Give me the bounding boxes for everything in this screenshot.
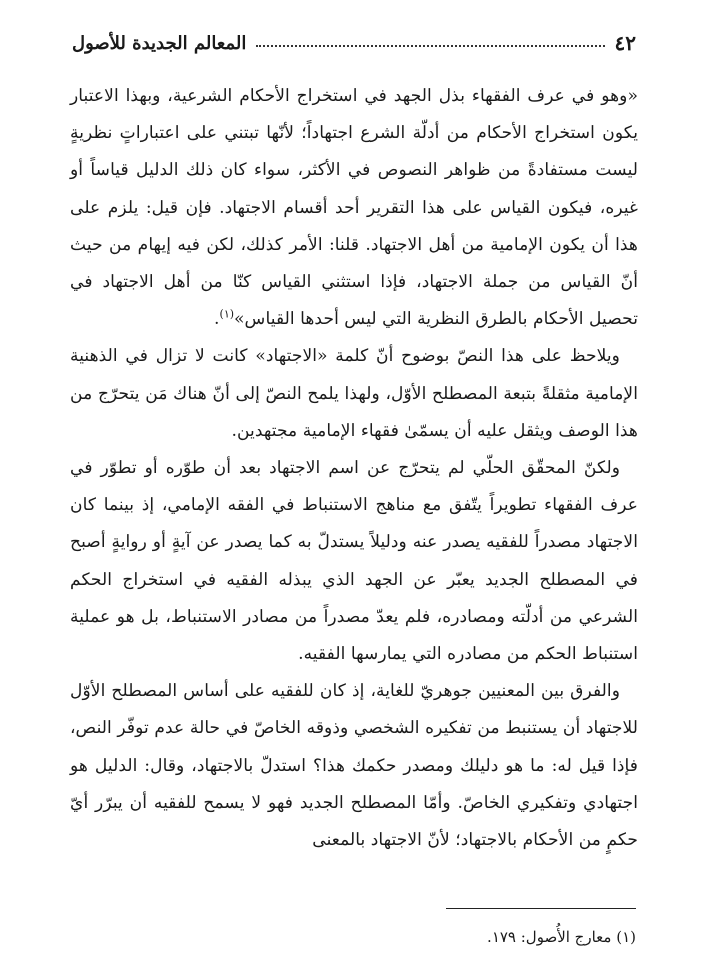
footnote-separator bbox=[446, 908, 636, 909]
paragraph-text: «وهو في عرف الفقهاء بذل الجهد في استخراج الأحكام الشرعية، وبهذا الاعتبار يكون استخراج الأحكام من أدلّة الشرع اجتهاداً؛ لأنّها تبتني على اعتباراتٍ نظريةٍ ليست مستفادةً من ظواهر النصوص في الأكثر، سواء كان ذلك الدليل قياساً أو غيره، فيكون القياس على هذا التقرير أحد أقسام الاجتهاد. فإن قيل: يلزم على هذا أن يكون الإمامية من أهل الاجتهاد. قلنا: الأمر كذلك، لكن فيه إيهام من حيث أنّ القياس من جملة الاجتهاد، فإذا استثني القياس كنّا من أهل الاجتهاد في تحصيل الأحكام بالطرق النظرية التي ليس أحدها القياس» bbox=[70, 86, 638, 330]
paragraph-tail: . bbox=[214, 309, 220, 330]
footnote-ref[interactable]: (١) bbox=[219, 307, 235, 321]
page-number: ٤٢ bbox=[614, 31, 636, 55]
paragraph: ويلاحظ على هذا النصّ بوضوح أنّ كلمة «الاجتهاد» كانت لا تزال في الذهنية الإمامية مثقلةً بتبعة المصطلح الأوّل، ولهذا يلمح النصّ إلى أنّ هناك مَن يتحرّج من هذا الوصف ويثقل عليه أن يسمّىٰ فقهاء الإمامية مجتهدين. bbox=[70, 346, 638, 441]
running-header bbox=[72, 28, 636, 58]
header-leader-dots bbox=[256, 45, 604, 47]
footnote: (١) معارج الأُصول: ١٧٩. bbox=[487, 928, 636, 946]
paragraph-quote bbox=[70, 78, 638, 338]
paragraph: والفرق بين المعنيين جوهريّ للغاية، إذ كان للفقيه على أساس المصطلح الأوّل للاجتهاد أن يستنبط من تفكيره الشخصي وذوقه الخاصّ في حالة عدم توفّر النص، فإذا قيل له: ما هو دليلك ومصدر حكمك هذا؟ استدلّ بالاجتهاد، وقال: الدليل هو اجتهادي وتفكيري الخاصّ. وأمّا المصطلح الجديد فهو لا يسمح للفقيه أن يبرّر أيّ حكمٍ من الأحكام بالاجتهاد؛ لأنّ الاجتهاد بالمعنى bbox=[70, 681, 638, 851]
body-text bbox=[70, 78, 638, 859]
book-title: المعالم الجديدة للأصول bbox=[72, 32, 247, 54]
paragraph: ولكنّ المحقّق الحلّي لم يتحرّج عن اسم الاجتهاد بعد أن طوّره أو تطوّر في عرف الفقهاء تطويراً يتّفق مع مناهج الاستنباط في الفقه الإمامي، إذ بينما كان الاجتهاد مصدراً للفقيه يصدر عنه ودليلاً يستدلّ به كما يصدر عن آيةٍ أو روايةٍ أصبح في المصطلح الجديد يعبّر عن الجهد الذي يبذله الفقيه في استخراج الحكم الشرعي من أدلّته ومصادره، فلم يعدّ مصدراً من مصادر الاستنباط، بل هو عملية استنباط الحكم من مصادره التي يمارسها الفقيه. bbox=[70, 458, 638, 665]
